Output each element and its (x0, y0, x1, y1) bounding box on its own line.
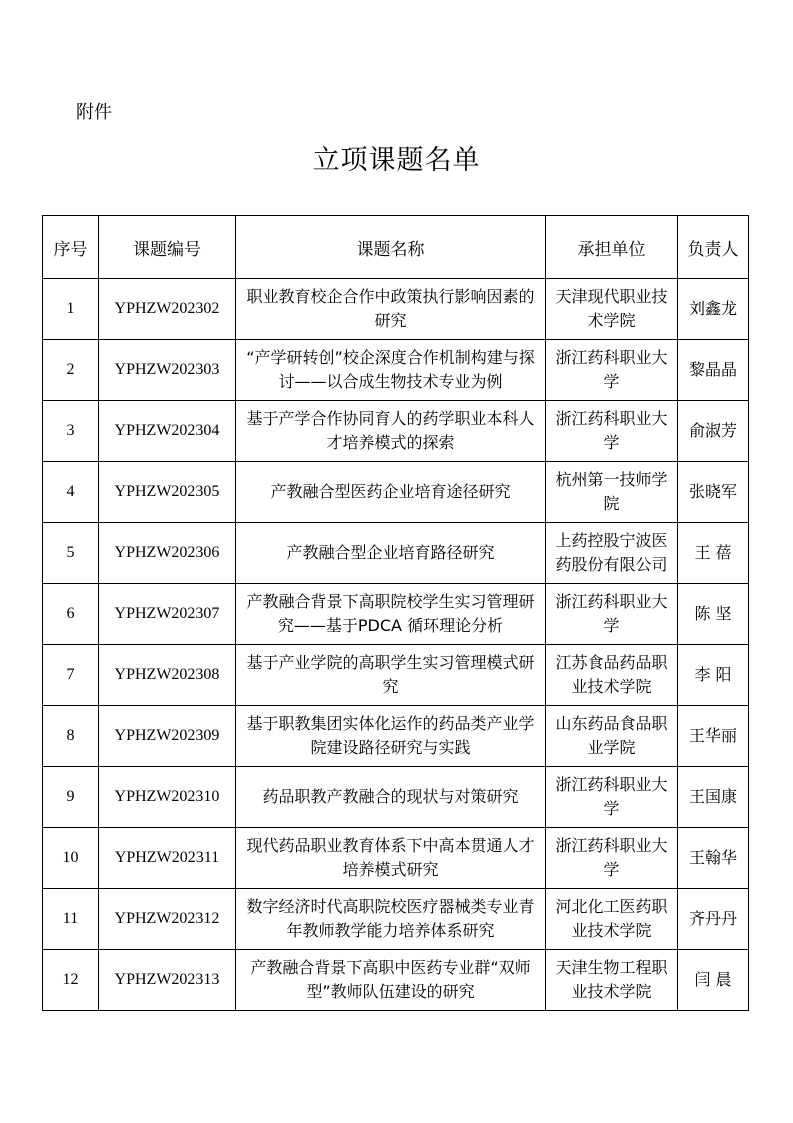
cell-unit: 杭州第一技师学院 (546, 462, 678, 523)
project-table (42, 215, 749, 1011)
cell-code: YPHZW202311 (99, 828, 236, 889)
cell-index: 11 (43, 889, 99, 950)
document-title: 立项课题名单 (312, 145, 481, 176)
table-row (43, 950, 749, 1011)
cell-unit: 山东药品食品职业学院 (546, 706, 678, 767)
table-row (43, 706, 749, 767)
cell-unit: 浙江药科职业大学 (546, 401, 678, 462)
table-row (43, 279, 749, 340)
cell-index: 6 (43, 584, 99, 645)
cell-person: 王 蓓 (678, 523, 749, 584)
cell-person: 刘鑫龙 (678, 279, 749, 340)
cell-code: YPHZW202312 (99, 889, 236, 950)
cell-unit: 浙江药科职业大学 (546, 767, 678, 828)
cell-person: 齐丹丹 (678, 889, 749, 950)
cell-code: YPHZW202304 (99, 401, 236, 462)
header-person: 负责人 (678, 216, 749, 279)
cell-name: 基于职教集团实体化运作的药品类产业学院建设路径研究与实践 (236, 706, 546, 767)
table-row (43, 889, 749, 950)
header-code: 课题编号 (99, 216, 236, 279)
cell-name: 现代药品职业教育体系下中高本贯通人才培养模式研究 (236, 828, 546, 889)
cell-person: 李 阳 (678, 645, 749, 706)
cell-index: 9 (43, 767, 99, 828)
cell-person: 黎晶晶 (678, 340, 749, 401)
cell-name: 产教融合型医药企业培育途径研究 (236, 462, 546, 523)
cell-index: 3 (43, 401, 99, 462)
cell-unit: 河北化工医药职业技术学院 (546, 889, 678, 950)
cell-code: YPHZW202305 (99, 462, 236, 523)
cell-person: 闫 晨 (678, 950, 749, 1011)
table-row (43, 523, 749, 584)
cell-code: YPHZW202302 (99, 279, 236, 340)
table-row (43, 645, 749, 706)
cell-code: YPHZW202309 (99, 706, 236, 767)
cell-name: 药品职教产教融合的现状与对策研究 (236, 767, 546, 828)
table-row (43, 340, 749, 401)
cell-unit: 浙江药科职业大学 (546, 584, 678, 645)
table-row (43, 767, 749, 828)
cell-code: YPHZW202307 (99, 584, 236, 645)
cell-unit: 江苏食品药品职业技术学院 (546, 645, 678, 706)
cell-person: 王国康 (678, 767, 749, 828)
cell-name: 产教融合背景下高职院校学生实习管理研究——基于PDCA 循环理论分析 (236, 584, 546, 645)
cell-unit: 天津现代职业技术学院 (546, 279, 678, 340)
cell-index: 12 (43, 950, 99, 1011)
cell-person: 王华丽 (678, 706, 749, 767)
table-row (43, 401, 749, 462)
cell-person: 陈 坚 (678, 584, 749, 645)
table-row (43, 584, 749, 645)
cell-unit: 浙江药科职业大学 (546, 340, 678, 401)
cell-index: 2 (43, 340, 99, 401)
cell-code: YPHZW202308 (99, 645, 236, 706)
cell-index: 1 (43, 279, 99, 340)
cell-index: 10 (43, 828, 99, 889)
cell-index: 4 (43, 462, 99, 523)
cell-index: 8 (43, 706, 99, 767)
cell-index: 5 (43, 523, 99, 584)
cell-name: “产学研转创”校企深度合作机制构建与探讨——以合成生物技术专业为例 (236, 340, 546, 401)
cell-unit: 天津生物工程职业技术学院 (546, 950, 678, 1011)
cell-person: 张晓军 (678, 462, 749, 523)
attachment-label: 附件 (76, 102, 112, 123)
cell-person: 俞淑芳 (678, 401, 749, 462)
cell-name: 产教融合背景下高职中医药专业群“双师型”教师队伍建设的研究 (236, 950, 546, 1011)
cell-unit: 浙江药科职业大学 (546, 828, 678, 889)
cell-unit: 上药控股宁波医药股份有限公司 (546, 523, 678, 584)
table-row (43, 828, 749, 889)
header-index: 序号 (43, 216, 99, 279)
cell-code: YPHZW202313 (99, 950, 236, 1011)
cell-person: 王翰华 (678, 828, 749, 889)
table-row (43, 462, 749, 523)
header-unit: 承担单位 (546, 216, 678, 279)
header-name: 课题名称 (236, 216, 546, 279)
cell-name: 基于产业学院的高职学生实习管理模式研究 (236, 645, 546, 706)
table-header-row (43, 216, 749, 279)
cell-name: 基于产学合作协同育人的药学职业本科人才培养模式的探索 (236, 401, 546, 462)
cell-name: 职业教育校企合作中政策执行影响因素的研究 (236, 279, 546, 340)
cell-index: 7 (43, 645, 99, 706)
cell-code: YPHZW202306 (99, 523, 236, 584)
cell-code: YPHZW202303 (99, 340, 236, 401)
cell-name: 数字经济时代高职院校医疗器械类专业青年教师教学能力培养体系研究 (236, 889, 546, 950)
cell-code: YPHZW202310 (99, 767, 236, 828)
cell-name: 产教融合型企业培育路径研究 (236, 523, 546, 584)
